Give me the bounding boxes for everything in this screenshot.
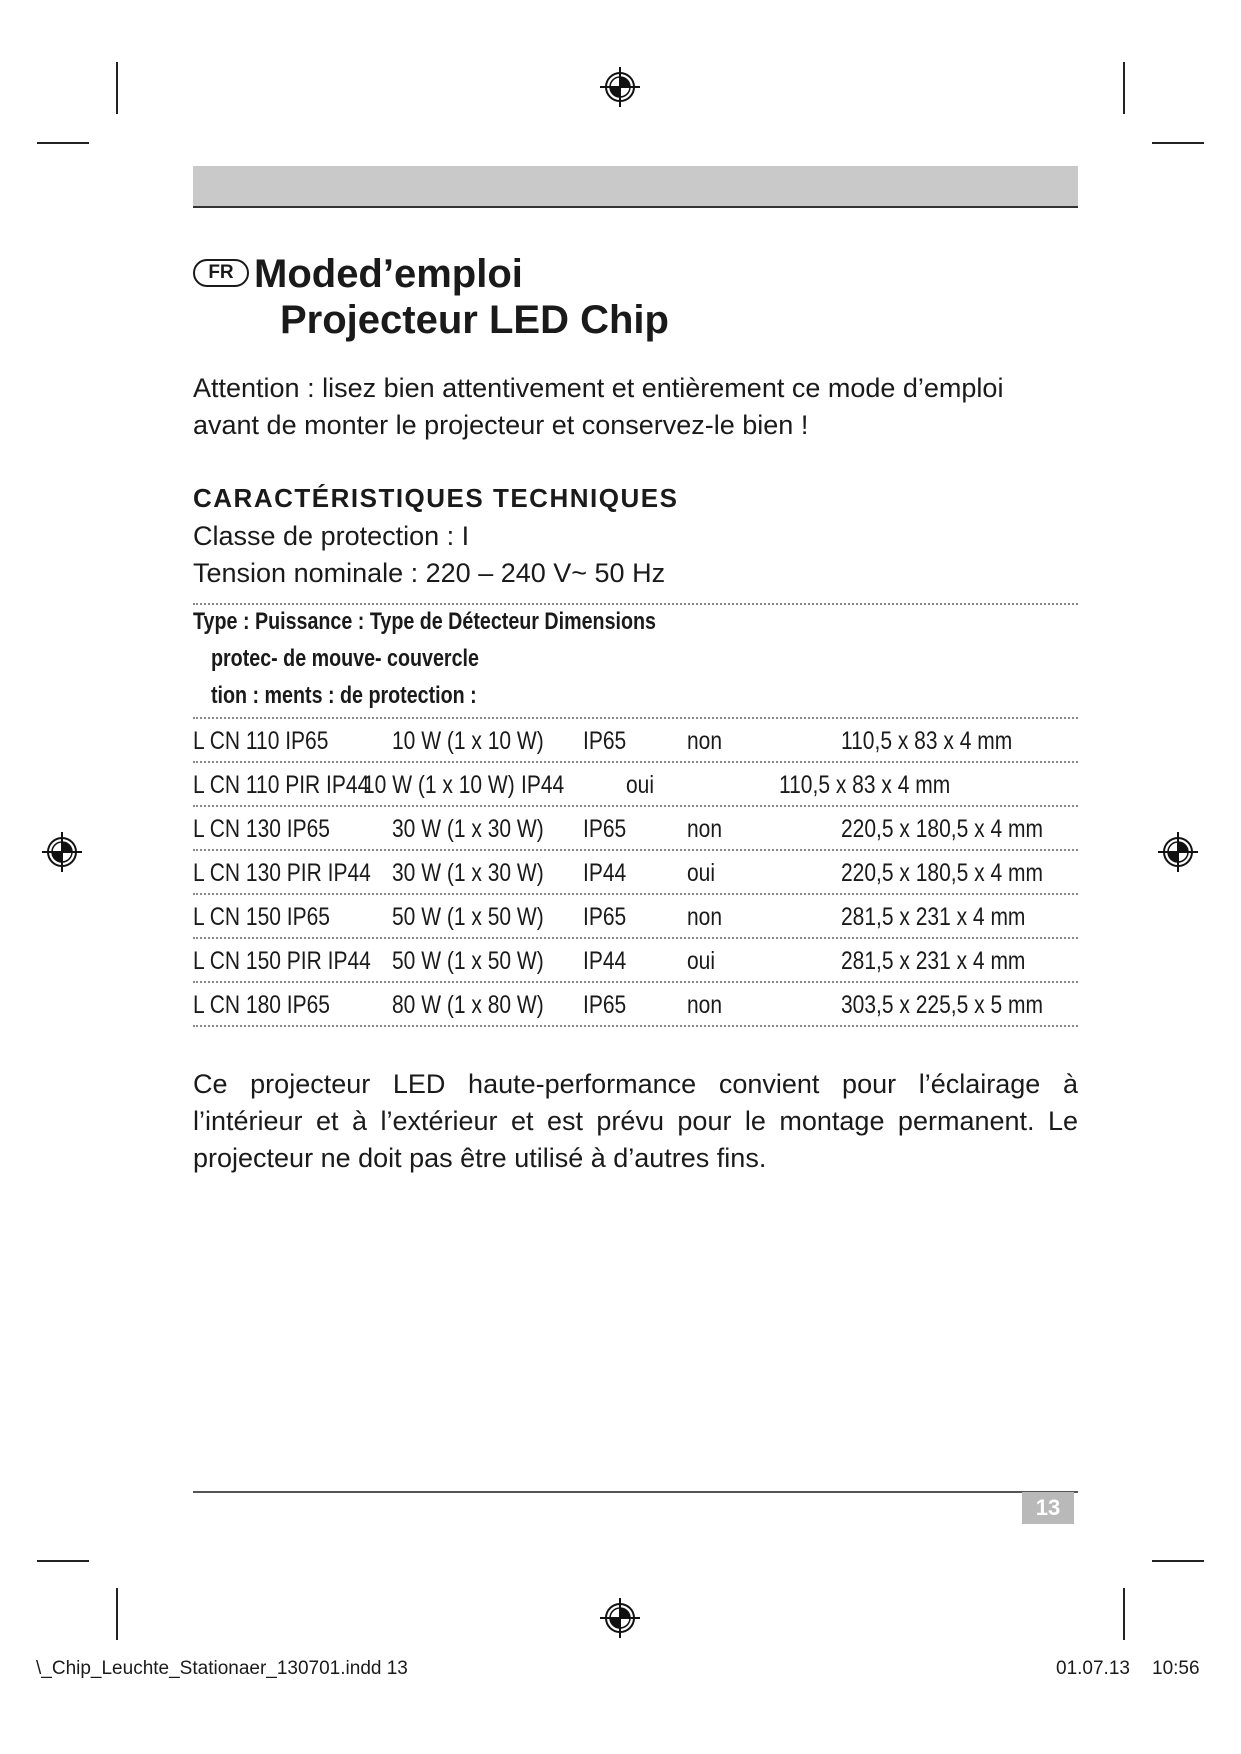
protection-class: Classe de protection : I [193, 521, 470, 551]
cell-detector: oui [687, 859, 716, 887]
attention-paragraph [193, 370, 1078, 444]
crop-mark [37, 142, 89, 144]
crop-mark [116, 1588, 118, 1640]
cell-detector: non [687, 903, 723, 931]
cell-power: 50 W (1 x 50 W) [392, 947, 544, 975]
header-bar [193, 166, 1078, 206]
table-divider [193, 805, 1078, 807]
cell-dimensions: 303,5 x 225,5 x 5 mm [841, 991, 1043, 1019]
table-divider [193, 937, 1078, 939]
cell-dimensions: 220,5 x 180,5 x 4 mm [841, 859, 1043, 887]
cell-power: 10 W (1 x 10 W) [363, 771, 515, 799]
section-heading: CARACTÉRISTIQUES TECHNIQUES [193, 483, 679, 513]
cell-dimensions: 110,5 x 83 x 4 mm [779, 771, 951, 799]
language-badge: FR [193, 259, 249, 287]
nominal-voltage: Tension nominale : 220 – 240 V~ 50 Hz [193, 558, 666, 588]
slug-filename: \_Chip_Leuchte_Stationaer_130701.indd 13 [36, 1658, 408, 1679]
page-title: Moded’emploi [254, 252, 523, 296]
cell-power: 10 W (1 x 10 W) [392, 727, 544, 755]
cell-dimensions: 110,5 x 83 x 4 mm [841, 727, 1013, 755]
cell-dimensions: 281,5 x 231 x 4 mm [841, 947, 1026, 975]
cell-power: 30 W (1 x 30 W) [392, 815, 544, 843]
cell-dimensions: 220,5 x 180,5 x 4 mm [841, 815, 1043, 843]
cell-type: L CN 110 PIR IP44 [193, 771, 370, 799]
cell-type: L CN 180 IP65 [193, 991, 330, 1019]
cell-detector: non [687, 727, 723, 755]
table-divider [193, 981, 1078, 983]
cell-type: L CN 110 IP65 [193, 727, 329, 755]
attention-line: Attention : lisez bien attentivement et entièrement ce mode d’emploi [193, 373, 1004, 403]
crop-mark [1123, 62, 1125, 114]
crop-mark [37, 1560, 89, 1562]
cell-protection: IP65 [583, 903, 627, 931]
cell-type: L CN 150 PIR IP44 [193, 947, 371, 975]
page-number: 13 [1022, 1492, 1074, 1524]
slug-time: 10:56 [1152, 1658, 1200, 1679]
table-divider [193, 849, 1078, 851]
cell-protection: IP44 [583, 947, 627, 975]
cell-protection: IP44 [521, 771, 565, 799]
crop-mark [1152, 1560, 1204, 1562]
table-header-line: tion : ments : de protection : [211, 682, 477, 709]
cell-protection: IP44 [583, 859, 627, 887]
header-rule [193, 206, 1078, 208]
cell-dimensions: 281,5 x 231 x 4 mm [841, 903, 1026, 931]
table-divider [193, 717, 1078, 719]
description-paragraph: Ce projecteur LED haute-performance convient pour l’éclairage à l’intérieur et à l’extérieur et est prévu pour le montage permanent. Le projecteur ne doit pas être utilisé à d’autres fins. [193, 1069, 1078, 1173]
cell-detector: oui [626, 771, 655, 799]
footer-rule [193, 1491, 1078, 1493]
cell-detector: oui [687, 947, 716, 975]
attention-line: avant de monter le projecteur et conservez-le bien ! [193, 410, 809, 440]
cell-detector: non [687, 991, 723, 1019]
table-divider [193, 761, 1078, 763]
table-header-line: Type : Puissance : Type de Détecteur Dimensions [193, 608, 656, 635]
registration-mark-icon [42, 832, 82, 872]
cell-protection: IP65 [583, 815, 627, 843]
cell-detector: non [687, 815, 723, 843]
table-divider [193, 893, 1078, 895]
cell-protection: IP65 [583, 727, 627, 755]
cell-protection: IP65 [583, 991, 627, 1019]
registration-mark-icon [600, 67, 640, 107]
registration-mark-icon [1158, 832, 1198, 872]
slug-date: 01.07.13 [1056, 1658, 1130, 1679]
cell-type: L CN 150 IP65 [193, 903, 330, 931]
cell-power: 50 W (1 x 50 W) [392, 903, 544, 931]
table-header-line: protec- de mouve- couvercle [211, 645, 479, 672]
cell-power: 30 W (1 x 30 W) [392, 859, 544, 887]
page-subtitle: Projecteur LED Chip [280, 298, 669, 342]
crop-mark [1123, 1588, 1125, 1640]
crop-mark [116, 62, 118, 114]
cell-type: L CN 130 PIR IP44 [193, 859, 371, 887]
crop-mark [1152, 142, 1204, 144]
cell-type: L CN 130 IP65 [193, 815, 330, 843]
registration-mark-icon [600, 1598, 640, 1638]
table-divider [193, 1025, 1078, 1027]
cell-power: 80 W (1 x 80 W) [392, 991, 544, 1019]
